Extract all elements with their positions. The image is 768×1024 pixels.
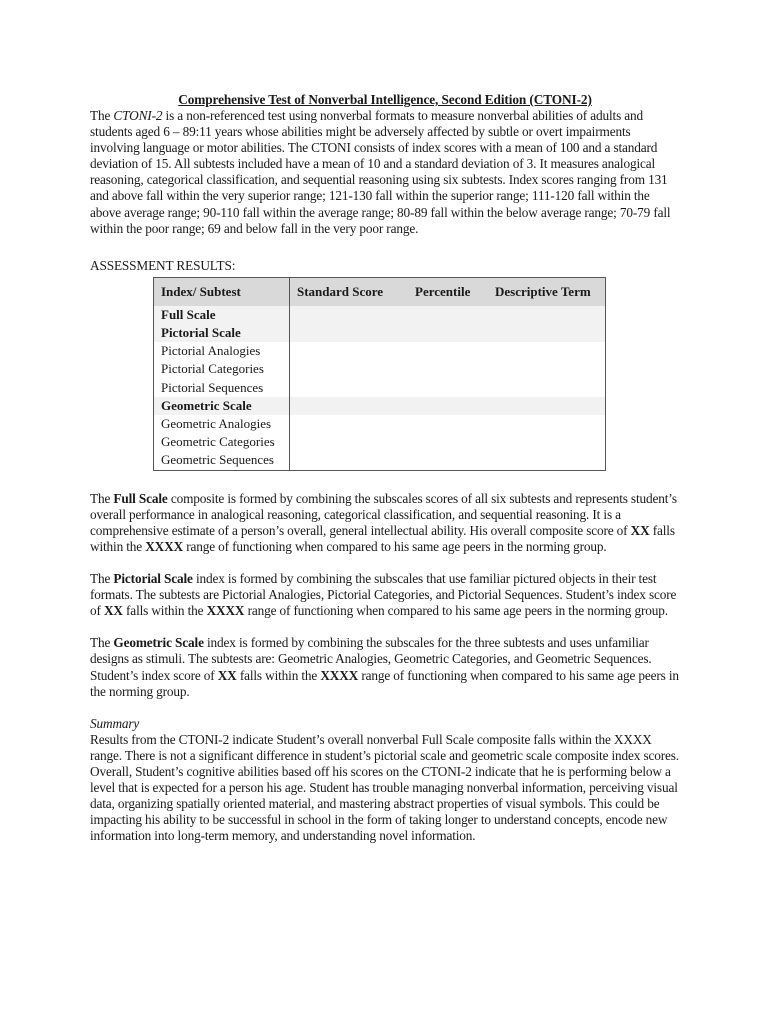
table-row: [154, 306, 606, 324]
text-run: falls within the: [236, 667, 321, 683]
score-placeholder: XX: [630, 522, 650, 538]
table-row: [154, 433, 606, 451]
results-heading: ASSESSMENT RESULTS:: [90, 257, 236, 273]
intro-lead: The: [90, 108, 114, 123]
table-row: [154, 415, 606, 433]
row-label: Geometric Sequences: [154, 451, 290, 470]
geometric-scale-term: Geometric Scale: [113, 635, 204, 651]
table-row: [154, 342, 606, 360]
range-placeholder: XXXX: [320, 667, 359, 683]
row-label: Pictorial Analogies: [154, 342, 290, 360]
results-table: [153, 277, 606, 471]
table-row: [154, 360, 606, 378]
table-header-row: [154, 277, 606, 306]
header-percentile: Percentile: [415, 283, 471, 299]
pictorial-scale-term: Pictorial Scale: [113, 571, 193, 587]
score-placeholder: XX: [217, 667, 237, 683]
text-run: The: [90, 571, 114, 587]
row-values: [290, 306, 606, 324]
row-values: [290, 433, 606, 451]
document-page: [90, 92, 680, 844]
table-row: [154, 451, 606, 470]
row-values: [290, 379, 606, 397]
text-run: index is formed by combining the subscales for the three subtests and uses unfamiliar designs as stimuli. The subtests are: Geometric Analogies, Geometric Categories, and Geometric Sequences. Student’s index score of: [90, 635, 652, 683]
row-values: [290, 342, 606, 360]
text-run: composite is formed by combining the subscales scores of all six subtests and represents student’s overall performance in analogical reasoning, categorical classification, and sequential reasoning. It is a comprehensive estimate of a person’s overall, general intellectual ability. His overall composite score of: [90, 490, 677, 538]
row-label: Geometric Scale: [154, 397, 290, 415]
row-label: Geometric Categories: [154, 433, 290, 451]
range-placeholder: XXXX: [206, 603, 245, 619]
summary-paragraph: Results from the CTONI-2 indicate Student’s overall nonverbal Full Scale composite falls within the XXXX range. There is not a significant difference in student’s pictorial scale and geometric scale composite index scores. Overall, Student’s cognitive abilities based off his scores on the CTONI-2 indicate that he is performing below a level that is expected for a person his age. Student has trouble managing nonverbal information, perceiving visual data, organizing spatially oriented material, and mastering abstract properties of visual symbols. This could be impacting his ability to be successful in school in the form of taking longer to understand concepts, encode new information into long-term memory, and understanding novel information.: [90, 731, 679, 844]
row-label: Pictorial Sequences: [154, 379, 290, 397]
intro-test-name: CTONI-2: [113, 108, 163, 123]
header-standard-score: Standard Score: [297, 283, 384, 299]
row-values: [290, 451, 606, 470]
full-scale-paragraph: [90, 491, 680, 555]
table-row: [154, 324, 606, 342]
pictorial-scale-paragraph: [90, 571, 680, 619]
row-label: Geometric Analogies: [154, 415, 290, 433]
header-descriptive-term: Descriptive Term: [495, 283, 591, 299]
row-values: [290, 397, 606, 415]
header-group: [290, 277, 606, 306]
document-title: Comprehensive Test of Nonverbal Intelligence, Second Edition (CTONI-2): [178, 92, 592, 107]
text-run: falls within the: [122, 603, 207, 619]
row-label: Pictorial Categories: [154, 360, 290, 378]
row-label: Full Scale: [154, 306, 290, 324]
text-run: The: [90, 635, 114, 651]
text-run: index is formed by combining the subscales that use familiar pictured objects in their test formats. The subtests are Pictorial Analogies, Pictorial Categories, and Pictorial Sequences. Student’s index score of: [90, 571, 677, 619]
intro-paragraph: [90, 108, 680, 237]
table-row: [154, 397, 606, 415]
row-values: [290, 360, 606, 378]
text-run: range of functioning when compared to his same age peers in the norming group.: [244, 603, 668, 619]
range-placeholder: XXXX: [145, 538, 184, 554]
text-run: falls within the: [90, 522, 675, 554]
summary-heading: Summary: [90, 715, 140, 731]
row-values: [290, 415, 606, 433]
table-row: [154, 379, 606, 397]
text-run: range of functioning when compared to his same age peers in the norming group.: [183, 538, 607, 554]
intro-body: is a non-referenced test using nonverbal formats to measure nonverbal abilities of adults and students aged 6 – 89:11 years whose abilities might be adversely affected by subtle or overt impairments involving language or motor abilities. The CTONI consists of index scores with a mean of 100 and a standard deviation of 15. All subtests included have a mean of 10 and a standard deviation of 3. It measures analogical reasoning, categorical classification, and sequential reasoning using six subtests. Index scores ranging from 131 and above fall within the very superior range; 121-130 fall within the superior range; 111-120 fall within the above average range; 90-110 fall within the average range; 80-89 fall within the below average range; 70-79 fall within the poor range; 69 and below fall in the very poor range.: [90, 108, 671, 236]
row-values: [290, 324, 606, 342]
geometric-scale-paragraph: [90, 635, 680, 699]
header-index: Index/ Subtest: [154, 277, 290, 306]
score-placeholder: XX: [103, 603, 123, 619]
text-run: range of functioning when compared to his same age peers in the norming group.: [90, 667, 679, 699]
text-run: The: [90, 490, 114, 506]
full-scale-term: Full Scale: [113, 490, 168, 506]
row-label: Pictorial Scale: [154, 324, 290, 342]
